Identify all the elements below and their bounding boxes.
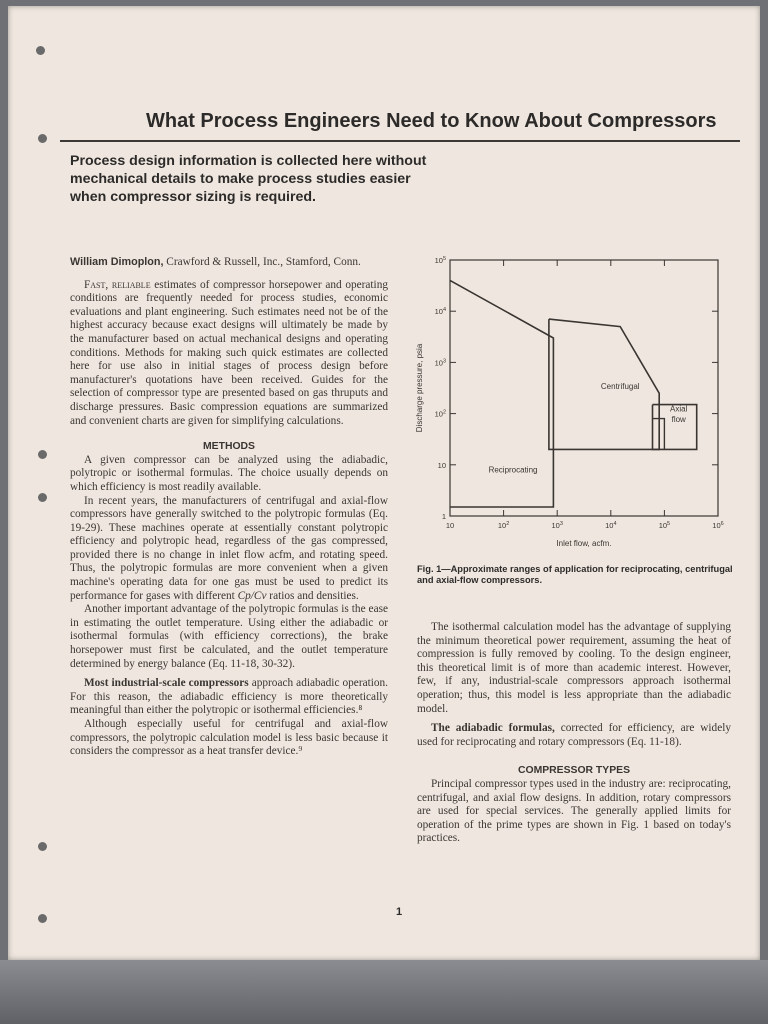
y-tick-label: $10^4$	[434, 307, 446, 317]
y-tick-label: 1	[441, 512, 446, 521]
region-label: Centrifugal	[600, 382, 640, 392]
y-tick-label: 10	[437, 460, 446, 470]
body-paragraph: The adiabadic formulas, corrected for efficiency, are widely used for reciprocating and rotary compressors (Eq. 11-18).	[417, 722, 731, 748]
methods-paragraph: A given compressor can be analyzed using the adiabadic, polytropic or isothermal formulas. The choice usually depends on which efficiency is most readily available.	[70, 453, 388, 493]
region-label: Reciprocating	[488, 465, 538, 475]
binder-hole	[38, 914, 47, 923]
binder-hole	[38, 842, 47, 851]
author-affiliation: Crawford & Russell, Inc., Stamford, Conn.	[163, 256, 361, 268]
author-line	[70, 256, 388, 270]
article-title: What Process Engineers Need to Know About Compressors	[146, 110, 717, 132]
x-tick-label: $10^3$	[551, 521, 563, 530]
x-axis-label: Inlet flow, acfm.	[556, 539, 612, 548]
figure-caption: Fig. 1—Approximate ranges of application for reciprocating, centrifugal and axial-flow compressors.	[417, 564, 733, 585]
y-tick-label: $10^2$	[434, 409, 446, 419]
article-deck: Process design information is collected here without mechanical details to make process studies easier when compressor sizing is required.	[70, 153, 427, 205]
methods-paragraph: Although especially useful for centrifugal and axial-flow compressors, the polytropic calculation model is less basic because it considers the compressor as a heat transfer device.⁹	[70, 718, 388, 758]
body-paragraph: The isothermal calculation model has the advantage of supplying the minimum theoretical power requirement, assuming the heat of compression is fully removed by cooling. To the design engineer, this theoretical limit is of more than academic interest. However, few, if any, industrial-scale compressors approach isothermal operation; thus, this model is less appropriate than the adiabadic model.	[417, 621, 731, 715]
y-axis-label: Discharge pressure, psia	[415, 343, 424, 433]
y-tick-label: $10^5$	[434, 256, 446, 265]
author-name: William Dimoplon,	[70, 256, 164, 268]
binder-hole	[38, 134, 47, 143]
plot-frame	[450, 260, 718, 516]
binder-hole	[38, 450, 47, 459]
lead-caps: Fast, reliable	[84, 278, 151, 291]
lead-paragraph: Fast, reliable estimates of compressor horsepower and operating conditions are frequently needed for process studies, economic evaluations and plant engineering. Such estimates need not be of the highest accuracy because exact designs will ultimately be made by the manufacturer based on actual mechanical designs and operating conditions. Methods for making such quick estimates are collected here for use also in initial stages of process design before manufacturer's quotations have been received. Guides for the selection of compressor type are presented based on gas thruputs and discharge pressures. Basic compression equations are summarized and convenient charts are given for simplifying calculations.	[70, 278, 388, 427]
x-tick-label: $10^6$	[712, 521, 724, 530]
x-tick-label: 10	[445, 521, 455, 530]
title-rule	[60, 140, 740, 142]
body-paragraph: Principal compressor types used in the industry are: reciprocating, centrifugal, and axial flow designs. In addition, rotary compressors are used for special services. The generally applied limits for operation of the prime types are shown in Fig. 1 based on today's practices.	[417, 777, 731, 845]
binder-hole	[38, 493, 47, 502]
methods-paragraph: Another important advantage of the polytropic formulas is the ease in estimating the outlet temperature. Using either the adiabadic or isothermal formulas (with efficiency corrections), the brake horsepower must first be calculated, and the outlet temperature determined by energy balance (Eq. 11-18, 30-32).	[70, 603, 388, 670]
region-label: Axial	[670, 404, 688, 414]
binder-hole	[36, 46, 45, 55]
background-surface	[0, 960, 768, 1024]
x-tick-label: $10^4$	[605, 521, 617, 530]
compressor-application-chart	[410, 253, 740, 553]
compressor-types-heading: COMPRESSOR TYPES	[517, 765, 630, 777]
right-column	[417, 621, 731, 846]
x-tick-label: $10^2$	[497, 521, 510, 530]
y-tick-label: $10^3$	[434, 358, 446, 368]
x-tick-label: $10^5$	[658, 521, 671, 530]
methods-heading: METHODS	[203, 441, 255, 453]
region-label: flow	[671, 415, 686, 425]
left-column	[70, 256, 388, 759]
methods-paragraph: Most industrial-scale compressors approach adiabadic operation. For this reason, the adiabadic efficiency is more theoretically meaningful than either the polytropic or isothermal efficiencies.⁸	[70, 677, 388, 717]
page-number: 1	[396, 906, 403, 918]
methods-paragraph: In recent years, the manufacturers of centrifugal and axial-flow compressors have generally switched to the polytropic formulas (Eq. 19-29). These machines operate at essentially constant polytropic efficiency and polytropic head, regardless of the gas compressed, provided there is no change in inlet flow acfm, and rotating speed. Thus, the polytropic formulas are more convenient when a given machine's operating data for one gas must be used to predict its performance for gases with different Cp/Cv ratios and densities.	[70, 494, 388, 602]
